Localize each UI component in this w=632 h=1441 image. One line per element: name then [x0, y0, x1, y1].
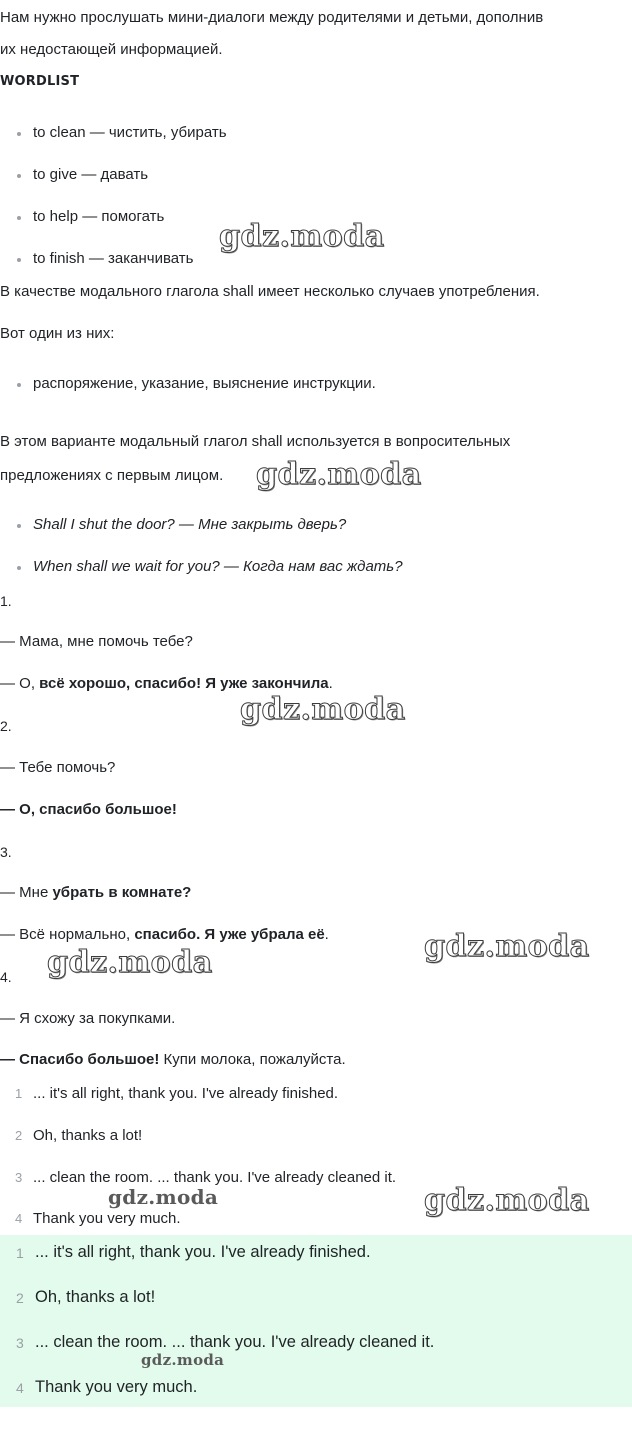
- dialogue-text: — Мне: [0, 884, 53, 901]
- wordlist-heading: WORDLIST: [0, 74, 80, 89]
- answer-text: Thank you very much.: [35, 1378, 198, 1396]
- dialogue-line: [0, 883, 191, 903]
- example-item: When shall we wait for you? — Когда нам вас ждать?: [33, 558, 403, 575]
- dialogue-answer: спасибо. Я уже убрала её: [134, 926, 325, 943]
- watermark: gdz.moda: [424, 929, 590, 964]
- dialogue-line: — Тебе помочь?: [0, 759, 116, 776]
- dialogue-line: [0, 674, 333, 694]
- dialogue-text: — Всё нормально,: [0, 926, 135, 943]
- answer-text: ... clean the room. ... thank you. I've already cleaned it.: [35, 1333, 435, 1351]
- answer-number: 2: [16, 1290, 24, 1306]
- dialogue-answer: убрать в комнате?: [52, 884, 192, 901]
- intro-line-2: их недостающей информацией.: [0, 41, 223, 58]
- answer-number: 1: [16, 1245, 24, 1261]
- dialogue-text: .: [328, 675, 333, 692]
- dialogue-number: 4.: [0, 969, 12, 985]
- answer-text: Oh, thanks a lot!: [33, 1127, 143, 1144]
- dialogue-answer: всё хорошо, спасибо! Я уже закончила: [39, 675, 329, 692]
- dialogue-line: [0, 925, 329, 945]
- watermark: gdz.moda: [47, 945, 213, 980]
- watermark: gdz.moda: [240, 692, 406, 727]
- dialogue-text: Купи молока, пожалуйста.: [159, 1051, 346, 1068]
- answer-text: ... it's all right, thank you. I've already finished.: [35, 1243, 371, 1261]
- dialogue-text: .: [324, 926, 329, 943]
- watermark: gdz.moda: [256, 457, 422, 492]
- dialogue-line: — Мама, мне помочь тебе?: [0, 633, 193, 650]
- wordlist-item: to give — давать: [33, 166, 149, 183]
- answer-text: ... it's all right, thank you. I've already finished.: [33, 1085, 339, 1102]
- dialogue-number: 1.: [0, 593, 12, 609]
- answer-box: [0, 1235, 632, 1407]
- modal-line-2: Вот один из них:: [0, 325, 115, 342]
- wordlist-item: to help — помогать: [33, 208, 165, 225]
- watermark: gdz.moda: [108, 1185, 219, 1209]
- dialogue-line: [0, 1050, 346, 1070]
- wordlist-item: to finish — заканчивать: [33, 250, 194, 267]
- dialogue-text: — О,: [0, 675, 40, 692]
- watermark: gdz.moda: [219, 219, 385, 254]
- answer-number: 3: [15, 1170, 23, 1185]
- watermark: gdz.moda: [424, 1183, 590, 1218]
- dialogue-number: 2.: [0, 718, 12, 734]
- dialogue-line: — Я схожу за покупками.: [0, 1010, 176, 1027]
- dialogue-number: 3.: [0, 844, 12, 860]
- dialogue-answer: — Спасибо большое!: [0, 1051, 160, 1068]
- modal-para-line-2: предложениях с первым лицом.: [0, 467, 224, 484]
- answer-number: 4: [15, 1211, 23, 1226]
- answer-number: 1: [15, 1086, 23, 1101]
- dialogue-answer: — О, спасибо большое!: [0, 801, 177, 818]
- modal-line-1: В качестве модального глагола shall имеет несколько случаев употребления.: [0, 283, 540, 300]
- answer-text: Thank you very much.: [33, 1210, 181, 1227]
- answer-number: 2: [15, 1128, 23, 1143]
- watermark: gdz.moda: [141, 1351, 225, 1369]
- wordlist-item: to clean — чистить, убирать: [33, 124, 227, 141]
- answer-number: 3: [16, 1335, 24, 1351]
- example-item: Shall I shut the door? — Мне закрыть дверь?: [33, 516, 347, 533]
- modal-para-line-1: В этом варианте модальный глагол shall используется в вопросительных: [0, 433, 511, 450]
- answer-text: Oh, thanks a lot!: [35, 1288, 156, 1306]
- intro-line-1: Нам нужно прослушать мини-диалоги между родителями и детьми, дополнив: [0, 9, 544, 26]
- answer-number: 4: [16, 1380, 24, 1396]
- answer-text: ... clean the room. ... thank you. I've already cleaned it.: [33, 1169, 397, 1186]
- usage-item: распоряжение, указание, выяснение инструкции.: [33, 375, 376, 392]
